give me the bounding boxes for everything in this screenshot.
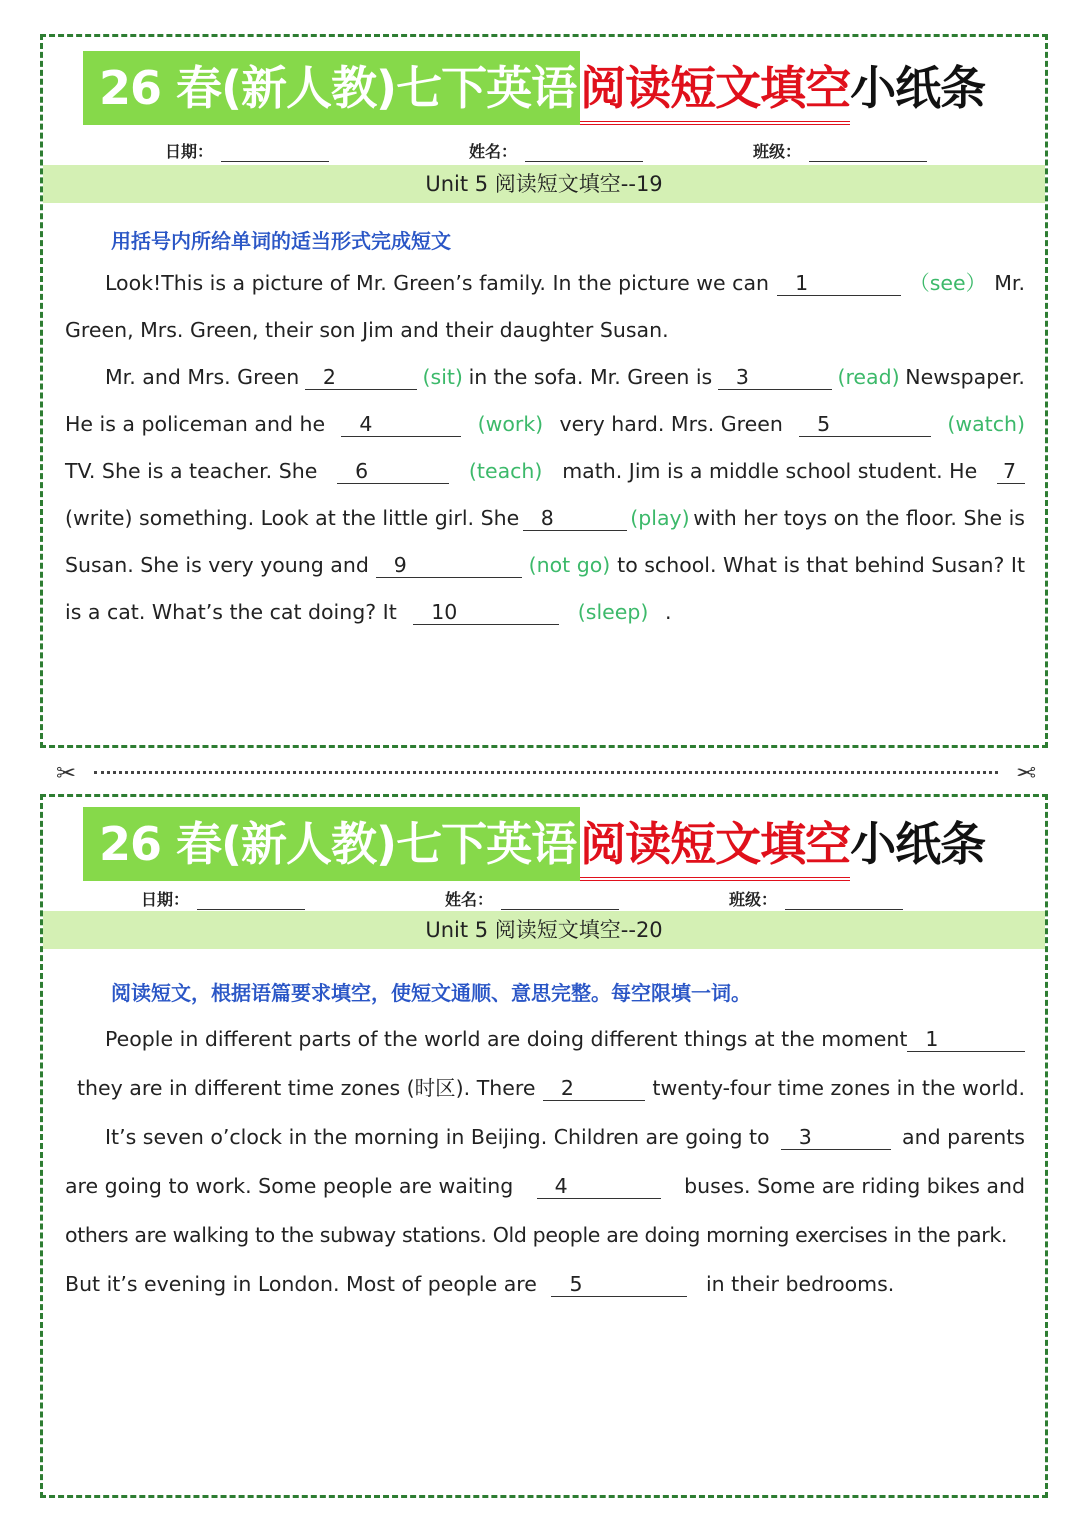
answer-blank[interactable]: 5 xyxy=(799,411,931,437)
answer-blank[interactable]: 10 xyxy=(413,599,559,625)
class-field[interactable] xyxy=(753,139,927,162)
date-field[interactable] xyxy=(165,139,329,162)
answer-blank[interactable]: 8 xyxy=(523,505,627,531)
name-line xyxy=(501,895,619,910)
class-label: 班级： xyxy=(753,142,802,161)
title-green-part: 26 春(新人教)七下英语 xyxy=(83,807,580,881)
worksheet-card-20 xyxy=(40,794,1048,1498)
passage-line: Susan. She is very young and 9 (not go) to school. What is that behind Susan? It xyxy=(65,553,1025,577)
class-line xyxy=(809,147,927,162)
scissors-icon: ✂ xyxy=(1015,759,1036,787)
word-hint: (work) xyxy=(477,412,544,436)
worksheet-card-19 xyxy=(40,34,1048,748)
answer-blank[interactable]: 1 xyxy=(907,1026,1025,1052)
word-hint: (sit) xyxy=(422,365,463,389)
unit-heading: Unit 5 阅读短文填空--20 xyxy=(43,911,1045,949)
answer-blank[interactable]: 2 xyxy=(543,1075,645,1101)
passage-line: It’s seven o’clock in the morning in Beijing. Children are going to 3 and parents xyxy=(105,1125,1025,1149)
answer-blank[interactable]: 5 xyxy=(551,1271,687,1297)
title-red-part: 阅读短文填空 xyxy=(580,807,850,881)
student-info-row xyxy=(43,881,1045,911)
passage-line: others are walking to the subway stations. Old people are doing morning exercises in the park. xyxy=(65,1223,1008,1247)
word-hint: (teach) xyxy=(468,459,543,483)
passage-line: is a cat. What’s the cat doing? It 10 (sleep) . xyxy=(65,600,672,624)
date-label: 日期： xyxy=(165,142,214,161)
answer-blank[interactable]: 9 xyxy=(376,552,522,578)
instruction: 阅读短文，根据语篇要求填空，使短文通顺、意思完整。每空限填一词。 xyxy=(111,981,751,1005)
scissors-icon: ✂ xyxy=(56,759,77,787)
passage-line: Green, Mrs. Green, their son Jim and their daughter Susan. xyxy=(65,318,669,342)
class-label: 班级： xyxy=(729,890,778,909)
name-field[interactable] xyxy=(469,139,643,162)
passage-line: TV. She is a teacher. She 6 (teach) math. Jim is a middle school student. He 7 xyxy=(65,457,1025,485)
date-line xyxy=(197,895,305,910)
word-hint: (read) xyxy=(837,365,900,389)
name-label: 姓名： xyxy=(469,142,518,161)
worksheet-title xyxy=(83,51,985,125)
passage-line: (write) something. Look at the little girl. She 8 (play) with her toys on the floor. She is xyxy=(65,506,1025,530)
date-field[interactable] xyxy=(141,887,305,910)
name-label: 姓名： xyxy=(445,890,494,909)
word-hint: (not go) xyxy=(528,553,611,577)
passage-line: Mr. and Mrs. Green 2 (sit) in the sofa. Mr. Green is 3 (read) Newspaper. xyxy=(105,365,1025,389)
class-line xyxy=(785,895,903,910)
word-hint: （see） xyxy=(909,271,987,295)
name-line xyxy=(525,147,643,162)
answer-blank[interactable]: 3 xyxy=(781,1124,891,1150)
answer-blank[interactable]: 6 xyxy=(337,458,449,484)
student-info-row xyxy=(43,133,1045,163)
passage-line: People in different parts of the world are doing different things at the moment 1 xyxy=(105,1025,1025,1053)
passage-line: Look!This is a picture of Mr. Green’s family. In the picture we can 1 （see） Mr. xyxy=(105,271,1025,295)
unit-heading: Unit 5 阅读短文填空--19 xyxy=(43,165,1045,203)
passage-line: they are in different time zones (时区). There 2 twenty-four time zones in the world. xyxy=(77,1076,1025,1100)
answer-blank[interactable]: 7 xyxy=(997,458,1025,484)
answer-blank[interactable]: 1 xyxy=(777,270,901,296)
answer-blank[interactable]: 4 xyxy=(341,411,461,437)
word-hint: (play) xyxy=(630,506,690,530)
title-black-part: 小纸条 xyxy=(850,817,986,871)
answer-blank[interactable]: 3 xyxy=(718,364,832,390)
name-field[interactable] xyxy=(445,887,619,910)
date-label: 日期： xyxy=(141,890,190,909)
title-red-part: 阅读短文填空 xyxy=(580,51,850,125)
answer-blank[interactable]: 2 xyxy=(305,364,417,390)
dotted-divider xyxy=(94,771,998,774)
date-line xyxy=(221,147,329,162)
word-hint: (sleep) xyxy=(577,600,649,624)
passage-line: are going to work. Some people are waiting 4 buses. Some are riding bikes and xyxy=(65,1174,1025,1198)
instruction: 用括号内所给单词的适当形式完成短文 xyxy=(111,229,451,253)
passage-line: But it’s evening in London. Most of people are 5 in their bedrooms. xyxy=(65,1272,895,1296)
class-field[interactable] xyxy=(729,887,903,910)
title-green-part: 26 春(新人教)七下英语 xyxy=(83,51,580,125)
worksheet-title xyxy=(83,807,985,881)
word-hint: (watch) xyxy=(947,412,1025,436)
passage-line: He is a policeman and he 4 (work) very hard. Mrs. Green 5 (watch) xyxy=(65,412,1025,436)
title-black-part: 小纸条 xyxy=(850,61,986,115)
answer-blank[interactable]: 4 xyxy=(537,1173,661,1199)
cut-line xyxy=(56,760,1036,786)
